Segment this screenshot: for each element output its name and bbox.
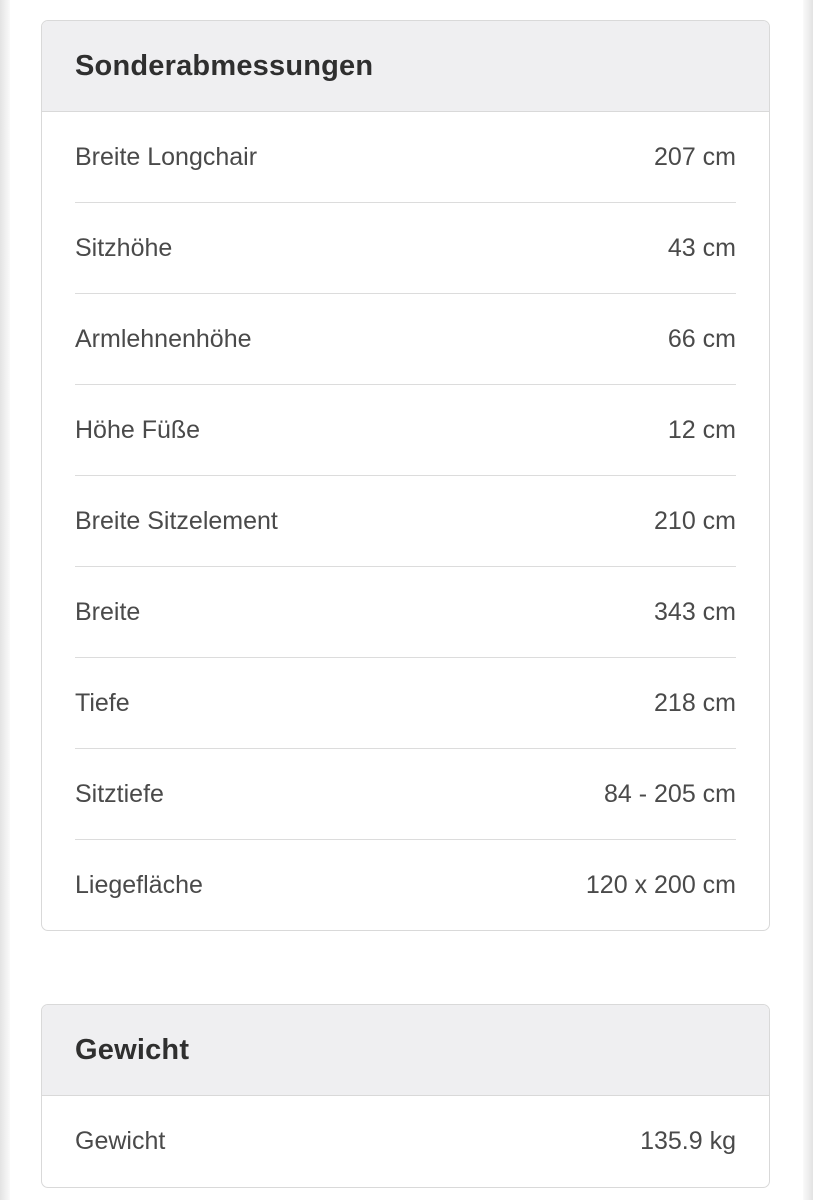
spec-label: Sitztiefe xyxy=(75,779,164,808)
spec-value: 207 cm xyxy=(654,142,736,171)
dimensions-list xyxy=(75,112,736,931)
spec-label: Tiefe xyxy=(75,688,130,717)
spec-row-sitztiefe xyxy=(75,749,736,840)
spec-row-sitzhoehe xyxy=(75,203,736,294)
spec-row-tiefe xyxy=(75,658,736,749)
spec-label: Liegefläche xyxy=(75,871,203,899)
spec-label: Breite Longchair xyxy=(75,142,258,171)
spec-value: 135.9 kg xyxy=(640,1127,736,1155)
spec-row-breite-longchair xyxy=(75,112,736,203)
spec-value: 343 cm xyxy=(654,597,736,626)
spec-row-hoehe-fuesse xyxy=(75,385,736,476)
spec-value: 12 cm xyxy=(667,415,736,444)
left-page-edge xyxy=(0,0,10,1200)
weight-card-title: Gewicht xyxy=(75,1033,190,1066)
spec-row-gewicht xyxy=(75,1096,736,1187)
weight-card xyxy=(41,1004,770,1188)
spec-label: Gewicht xyxy=(75,1127,166,1155)
dimensions-card-header xyxy=(42,21,769,112)
spec-value: 218 cm xyxy=(654,688,736,717)
spec-row-breite-sitzelement xyxy=(75,476,736,567)
spec-label: Armlehnenhöhe xyxy=(75,324,252,353)
weight-list xyxy=(75,1096,736,1187)
spec-row-breite xyxy=(75,567,736,658)
right-page-edge xyxy=(803,0,813,1200)
spec-label: Sitzhöhe xyxy=(75,233,173,262)
spec-value: 84 - 205 cm xyxy=(603,779,736,808)
spec-label: Höhe Füße xyxy=(75,415,201,444)
spec-value: 120 x 200 cm xyxy=(585,871,736,899)
spec-value: 210 cm xyxy=(654,506,736,535)
dimensions-card xyxy=(41,20,770,931)
spec-value: 66 cm xyxy=(667,324,736,353)
dimensions-card-title: Sonderabmessungen xyxy=(75,49,374,82)
spec-value: 43 cm xyxy=(667,233,736,262)
spec-row-liegeflaeche xyxy=(75,840,736,931)
weight-card-header xyxy=(42,1005,769,1096)
spec-label: Breite xyxy=(75,597,141,626)
spec-row-armlehnenhoehe xyxy=(75,294,736,385)
spec-label: Breite Sitzelement xyxy=(75,506,278,535)
